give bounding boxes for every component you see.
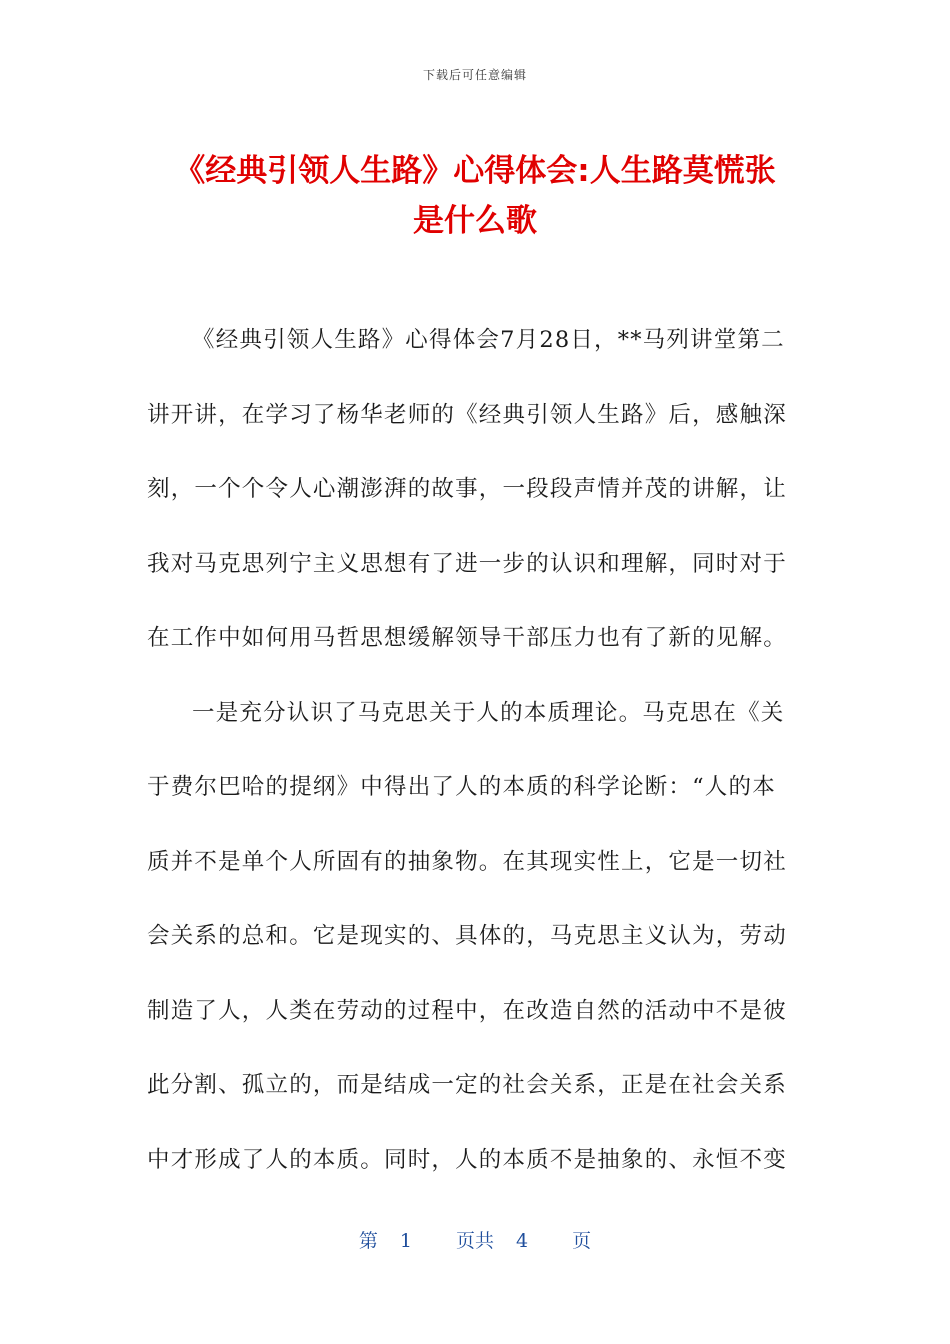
text-line: 我对马克思列宁主义思想有了进一步的认识和理解，同时对于 (147, 550, 787, 577)
document-title (120, 146, 830, 246)
text-line: 会关系的总和。它是现实的、具体的，马克思主义认为，劳动 (147, 923, 787, 949)
text-line: 制造了人，人类在劳动的过程中，在改造自然的活动中不是彼 (147, 997, 787, 1024)
page-footer (0, 1226, 950, 1253)
text-line: 《经典引领人生路》心得体会7月28日，**马列讲堂第二 (192, 327, 785, 353)
text-line: 此分割、孤立的，而是结成一定的社会关系，正是在社会关系 (147, 1072, 787, 1098)
text-line: 于费尔巴哈的提纲》中得出了人的本质的科学论断：“人的本 (147, 774, 776, 800)
text-line: 一是充分认识了马克思关于人的本质理论。马克思在《关 (192, 699, 785, 726)
text-line: 讲开讲，在学习了杨华老师的《经典引领人生路》后，感触深 (147, 401, 787, 428)
text-line: 质并不是单个人所固有的抽象物。在其现实性上，它是一切社 (147, 848, 787, 875)
text-line: 刻，一个个令人心潮澎湃的故事，一段段声情并茂的讲解，让 (147, 476, 787, 502)
title-line-2: 是什么歌 (413, 203, 537, 239)
footer-prefix: 第 (358, 1230, 378, 1252)
footer-current-page: 1 (399, 1230, 412, 1252)
document-body (147, 320, 807, 1214)
text-line: 中才形成了人的本质。同时，人的本质不是抽象的、永恒不变 (147, 1146, 787, 1173)
footer-suffix: 页 (572, 1230, 592, 1252)
paragraph-2 (147, 693, 807, 1215)
footer-middle: 页共 (455, 1230, 494, 1252)
text-line: 在工作中如何用马哲思想缓解领导干部压力也有了新的见解。 (147, 625, 787, 651)
title-line-1: 《经典引领人生路》心得体会:人生路莫慌张 (174, 153, 776, 189)
page-header-note: 下载后可任意编辑 (422, 68, 527, 82)
paragraph-1 (147, 320, 807, 693)
footer-total-pages: 4 (516, 1230, 529, 1252)
